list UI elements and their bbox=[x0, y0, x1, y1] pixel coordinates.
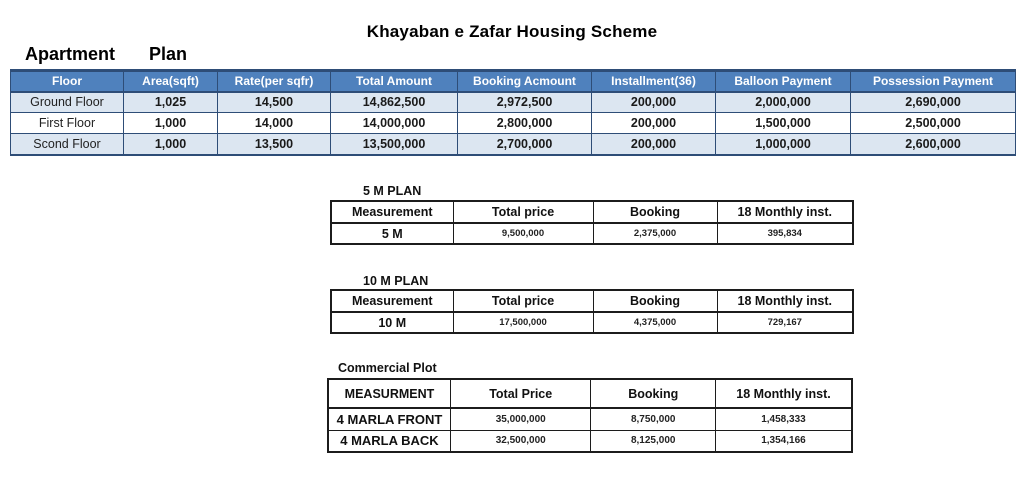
cell: 200,000 bbox=[592, 92, 716, 113]
cell: 1,354,166 bbox=[715, 430, 852, 452]
header-row bbox=[11, 71, 1016, 92]
cell: 1,500,000 bbox=[716, 113, 851, 134]
cell: 4 MARLA FRONT bbox=[328, 408, 450, 430]
table-row bbox=[11, 134, 1016, 155]
table-row bbox=[328, 430, 852, 452]
cell: 1,000,000 bbox=[716, 134, 851, 155]
table-row bbox=[331, 312, 853, 333]
column-header: Booking bbox=[593, 201, 717, 223]
column-header: 18 Monthly inst. bbox=[717, 290, 853, 312]
cell: 1,000 bbox=[124, 113, 218, 134]
column-header: 18 Monthly inst. bbox=[717, 201, 853, 223]
cell: 729,167 bbox=[717, 312, 853, 333]
table-row bbox=[11, 113, 1016, 134]
cell: 2,375,000 bbox=[593, 223, 717, 244]
cell: 14,500 bbox=[218, 92, 331, 113]
cell: 4 MARLA BACK bbox=[328, 430, 450, 452]
column-header: Booking bbox=[593, 290, 717, 312]
cell: First Floor bbox=[11, 113, 124, 134]
column-header: Installment(36) bbox=[592, 71, 716, 92]
table-row bbox=[328, 408, 852, 430]
label-commercial-plot: Commercial Plot bbox=[338, 361, 437, 375]
header-row bbox=[328, 379, 852, 408]
column-header: Rate(per sqfr) bbox=[218, 71, 331, 92]
table-row bbox=[331, 223, 853, 244]
column-header: Area(sqft) bbox=[124, 71, 218, 92]
cell: 10 M bbox=[331, 312, 453, 333]
cell: 13,500,000 bbox=[331, 134, 458, 155]
column-header: Measurement bbox=[331, 290, 453, 312]
cell: 35,000,000 bbox=[450, 408, 591, 430]
cell: 2,500,000 bbox=[851, 113, 1016, 134]
cell: 1,000 bbox=[124, 134, 218, 155]
cell: 8,125,000 bbox=[591, 430, 715, 452]
cell: 8,750,000 bbox=[591, 408, 715, 430]
cell: 13,500 bbox=[218, 134, 331, 155]
cell: 14,000,000 bbox=[331, 113, 458, 134]
column-header: Balloon Payment bbox=[716, 71, 851, 92]
column-header: Booking Acmount bbox=[458, 71, 592, 92]
cell: 2,700,000 bbox=[458, 134, 592, 155]
cell: 2,000,000 bbox=[716, 92, 851, 113]
cell: 9,500,000 bbox=[453, 223, 593, 244]
cell: 2,972,500 bbox=[458, 92, 592, 113]
cell: 200,000 bbox=[592, 134, 716, 155]
column-header: Total Price bbox=[450, 379, 591, 408]
cell: 2,690,000 bbox=[851, 92, 1016, 113]
column-header: Total price bbox=[453, 290, 593, 312]
column-header: Total Amount bbox=[331, 71, 458, 92]
cell: 14,000 bbox=[218, 113, 331, 134]
label-5m-plan: 5 M PLAN bbox=[363, 184, 422, 198]
column-header: Measurement bbox=[331, 201, 453, 223]
cell: 4,375,000 bbox=[593, 312, 717, 333]
label-10m-plan: 10 M PLAN bbox=[363, 274, 429, 288]
cell: 2,800,000 bbox=[458, 113, 592, 134]
column-header: Booking bbox=[591, 379, 715, 408]
header-row bbox=[331, 290, 853, 312]
cell: 14,862,500 bbox=[331, 92, 458, 113]
commercial-plot-table bbox=[327, 378, 853, 453]
column-header: Total price bbox=[453, 201, 593, 223]
cell: 17,500,000 bbox=[453, 312, 593, 333]
apartment-price-table bbox=[10, 69, 1016, 156]
cell: 1,025 bbox=[124, 92, 218, 113]
column-header: 18 Monthly inst. bbox=[715, 379, 852, 408]
cell: 395,834 bbox=[717, 223, 853, 244]
header-row bbox=[331, 201, 853, 223]
plan-10m-table bbox=[330, 289, 854, 334]
heading-word-plan: Plan bbox=[149, 44, 188, 64]
column-header: MEASURMENT bbox=[328, 379, 450, 408]
plan-5m-table bbox=[330, 200, 854, 245]
section-heading-apartment-plan bbox=[25, 44, 187, 65]
column-header: Possession Payment bbox=[851, 71, 1016, 92]
cell: Scond Floor bbox=[11, 134, 124, 155]
cell: Ground Floor bbox=[11, 92, 124, 113]
cell: 32,500,000 bbox=[450, 430, 591, 452]
cell: 5 M bbox=[331, 223, 453, 244]
cell: 2,600,000 bbox=[851, 134, 1016, 155]
cell: 1,458,333 bbox=[715, 408, 852, 430]
cell: 200,000 bbox=[592, 113, 716, 134]
column-header: Floor bbox=[11, 71, 124, 92]
heading-word-apartment: Apartment bbox=[25, 44, 116, 64]
page-title: Khayaban e Zafar Housing Scheme bbox=[366, 22, 658, 41]
table-row bbox=[11, 92, 1016, 113]
